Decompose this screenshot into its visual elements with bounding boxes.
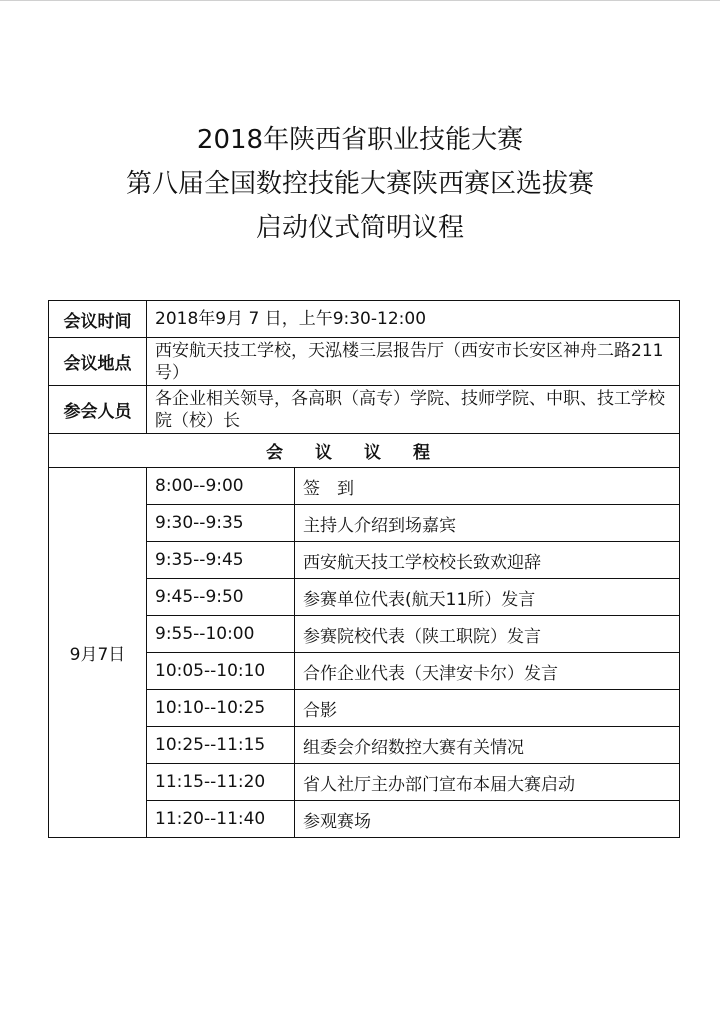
schedule-time: 8:00--9:00: [147, 468, 295, 505]
document-title: [0, 118, 720, 250]
meeting-place-label: 会议地点: [49, 338, 147, 386]
meeting-time-row: [49, 301, 680, 338]
schedule-time: 9:35--9:45: [147, 542, 295, 579]
schedule-time: 11:15--11:20: [147, 764, 295, 801]
schedule-time: 10:25--11:15: [147, 727, 295, 764]
title-line-3: 启动仪式简明议程: [255, 213, 464, 243]
agenda-heading-row: [49, 434, 680, 468]
meeting-place-row: [49, 338, 680, 386]
schedule-item: 省人社厅主办部门宣布本届大赛启动: [295, 764, 680, 801]
meeting-place-value: 西安航天技工学校，天泓楼三层报告厅（西安市长安区神舟二路211号）: [147, 338, 680, 386]
attendees-label: 参会人员: [49, 386, 147, 434]
schedule-item: 西安航天技工学校校长致欢迎辞: [295, 542, 680, 579]
schedule-item: 参观赛场: [295, 801, 680, 838]
top-border-line: [0, 0, 720, 1]
attendees-row: [49, 386, 680, 434]
title-line-2: 第八届全国数控技能大赛陕西赛区选拔赛: [125, 169, 594, 199]
attendees-value: 各企业相关领导，各高职（高专）学院、技师学院、中职、技工学校院（校）长: [147, 386, 680, 434]
schedule-item: 主持人介绍到场嘉宾: [295, 505, 680, 542]
title-line-1: 2018年陕西省职业技能大赛: [196, 125, 524, 155]
schedule-row: [49, 468, 680, 505]
schedule-item: 参赛单位代表(航天11所）发言: [295, 579, 680, 616]
schedule-item: 签 到: [295, 468, 680, 505]
schedule-time: 9:45--9:50: [147, 579, 295, 616]
schedule-date: 9月7日: [49, 468, 147, 838]
schedule-item: 参赛院校代表（陕工职院）发言: [295, 616, 680, 653]
schedule-time: 9:30--9:35: [147, 505, 295, 542]
schedule-time: 9:55--10:00: [147, 616, 295, 653]
schedule-time: 10:10--10:25: [147, 690, 295, 727]
schedule-item: 合影: [295, 690, 680, 727]
meeting-time-label: 会议时间: [49, 301, 147, 338]
schedule-item: 合作企业代表（天津安卡尔）发言: [295, 653, 680, 690]
meeting-time-value: 2018年9月 7 日，上午9:30-12:00: [147, 301, 680, 338]
schedule-time: 10:05--10:10: [147, 653, 295, 690]
agenda-heading: 会议议程: [49, 434, 680, 468]
agenda-table: [48, 300, 680, 838]
schedule-time: 11:20--11:40: [147, 801, 295, 838]
schedule-item: 组委会介绍数控大赛有关情况: [295, 727, 680, 764]
